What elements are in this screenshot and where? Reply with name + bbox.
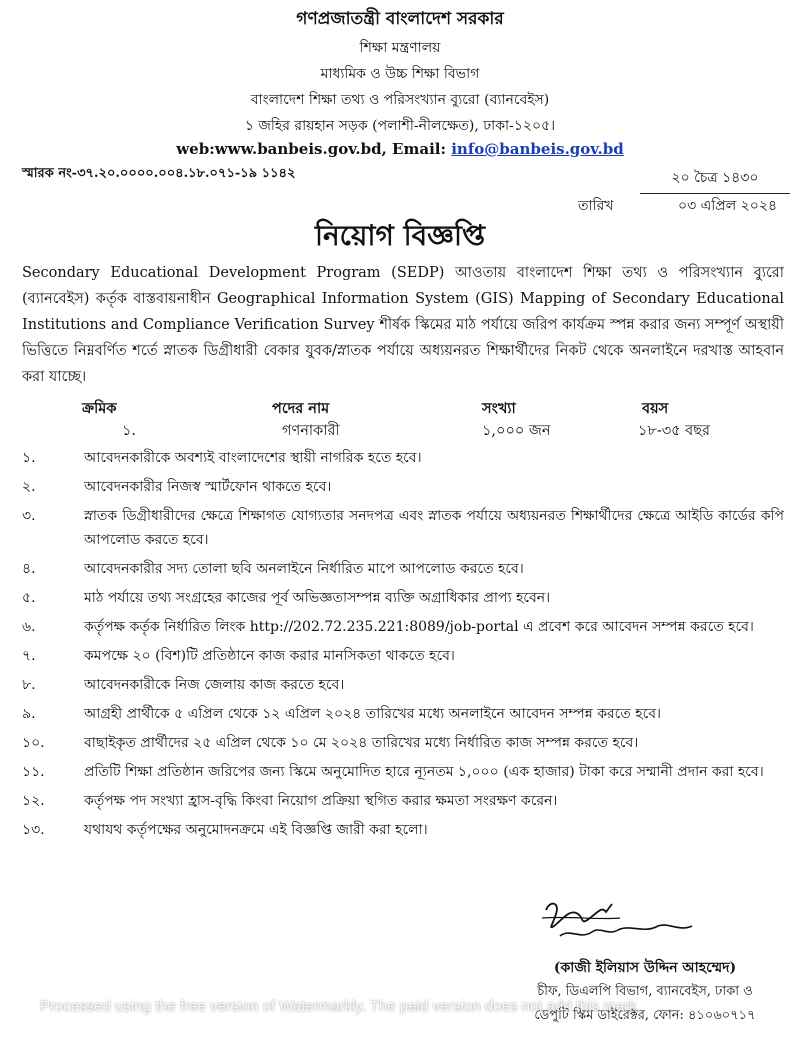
item-text: আবেদনকারীর নিজস্ব স্মার্টফোন থাকতে হবে। xyxy=(84,479,332,495)
signatory-name: (কাজী ইলিয়াস উদ্দিন আহম্মেদ) xyxy=(553,960,737,976)
web-email-line xyxy=(0,140,800,158)
posts-table-header xyxy=(22,398,784,420)
cell-count: ১,০০০ জন xyxy=(482,423,551,439)
item-number: ৩. xyxy=(22,508,36,524)
item-text: কর্তৃপক্ষ পদ সংখ্যা হ্রাস-বৃদ্ধি কিংবা নিয়োগ প্রক্রিয়া স্থগিত করার ক্ষমতা সংরক্ষণ করেন। xyxy=(84,793,558,809)
col-serial: ক্রমিক xyxy=(82,400,117,417)
item-number: ২. xyxy=(22,479,36,495)
item-number: ৭. xyxy=(22,648,36,664)
date-box xyxy=(640,166,790,214)
item-number: ৫. xyxy=(22,590,36,606)
address-line: ১ জহির রায়হান সড়ক (পলাশী-নীলক্ষেত), ঢাকা-১২০৫। xyxy=(244,118,556,134)
item-number: ৯. xyxy=(22,706,36,722)
item-number: ৬. xyxy=(22,619,36,635)
item-text: বাছাইকৃত প্রার্থীদের ২৫ এপ্রিল থেকে ১০ মে ২০২৪ তারিখের মধ্যে নির্ধারিত কাজ সম্পন্ন করতে হবে। xyxy=(84,735,639,751)
conditions-list xyxy=(22,446,784,847)
col-post-name: পদের নাম xyxy=(272,400,330,417)
date-bengali: ২০ চৈত্র ১৪৩০ xyxy=(640,166,790,194)
item-number: ১১. xyxy=(22,764,45,780)
date-label: তারিখ xyxy=(578,198,614,214)
table-row xyxy=(22,420,784,442)
item-number: ৪. xyxy=(22,561,36,577)
list-item xyxy=(22,760,784,784)
ministry-heading: শিক্ষা মন্ত্রণালয় xyxy=(359,40,441,56)
web-text: web:www.banbeis.gov.bd, Email: xyxy=(176,140,452,158)
list-item xyxy=(22,504,784,552)
list-item xyxy=(22,446,784,470)
page-title: নিয়োগ বিজ্ঞপ্তি xyxy=(314,219,486,252)
government-heading: গণপ্রজাতন্ত্রী বাংলাদেশ সরকার xyxy=(296,9,504,29)
col-age: বয়স xyxy=(642,400,669,417)
cell-age: ১৮-৩৫ বছর xyxy=(638,423,710,439)
col-count: সংখ্যা xyxy=(482,400,516,417)
item-number: ১০. xyxy=(22,735,45,751)
item-number: ১২. xyxy=(22,793,45,809)
item-text: আগ্রহী প্রার্থীকে ৫ এপ্রিল থেকে ১২ এপ্রিল ২০২৪ তারিখের মধ্যে অনলাইনে আবেদন সম্পন্ন করতে হবে। xyxy=(84,706,662,722)
list-item xyxy=(22,789,784,813)
list-item xyxy=(22,557,784,581)
posts-table xyxy=(22,398,784,442)
item-text: আবেদনকারীকে নিজ জেলায় কাজ করতে হবে। xyxy=(84,677,345,693)
signatory-contact: ডেপুটি স্কিম ডাইরেক্টর, ফোন: ৪১০৬০৭১৭ xyxy=(534,1008,756,1023)
item-text: কমপক্ষে ২০ (বিশ)টি প্রতিষ্ঠানে কাজ করার মানসিকতা থাকতে হবে। xyxy=(84,648,455,664)
list-item xyxy=(22,615,784,639)
date-english: ০৩ এপ্রিল ২০২৪ xyxy=(678,198,778,214)
item-text: যথাযথ কর্তৃপক্ষের অনুমোদনক্রমে এই বিজ্ঞপ্তি জারী করা হলো। xyxy=(84,822,428,838)
email-link[interactable]: info@banbeis.gov.bd xyxy=(451,140,624,158)
item-text: কর্তৃপক্ষ কর্তৃক নির্ধারিত লিংক http://202.72.235.221:8089/job-portal এ প্রবেশ করে আবেদন সম্পন্ন করতে হবে। xyxy=(84,619,754,635)
cell-post-name: গণনাকারী xyxy=(282,423,340,439)
list-item xyxy=(22,702,784,726)
watermark-text: Processed using the free version of Watermarkly. The paid version does not add this mark. xyxy=(40,998,641,1015)
item-text: আবেদনকারীকে অবশ্যই বাংলাদেশের স্থায়ী নাগরিক হতে হবে। xyxy=(84,450,422,466)
division-heading: মাধ্যমিক ও উচ্চ শিক্ষা বিভাগ xyxy=(320,66,480,82)
list-item xyxy=(22,644,784,668)
list-item xyxy=(22,475,784,499)
memo-reference: স্মারক নং-৩৭.২০.০০০০.০০৪.১৮.০৭১-১৯ ১১৪২ xyxy=(22,166,296,181)
item-text: প্রতিটি শিক্ষা প্রতিষ্ঠান জরিপের জন্য স্কিমে অনুমোদিত হারে ন্যূনতম ১,০০০ (এক হাজার) টাকা করে সম্মানী প্রদান করা হবে। xyxy=(84,764,764,780)
list-item xyxy=(22,673,784,697)
signatory-block xyxy=(500,956,790,1028)
signatory-designation: চীফ, ডিএলপি বিভাগ, ব্যানবেইস, ঢাকা ও xyxy=(537,984,753,999)
item-number: ১৩. xyxy=(22,822,45,838)
item-text: মাঠ পর্যায়ে তথ্য সংগ্রহের কাজের পূর্ব অভিজ্ঞতাসম্পন্ন ব্যক্তি অগ্রাধিকার প্রাপ্য হবেন। xyxy=(84,590,551,606)
list-item xyxy=(22,586,784,610)
bureau-heading: বাংলাদেশ শিক্ষা তথ্য ও পরিসংখ্যান ব্যুরো (ব্যানবেইস) xyxy=(250,92,550,108)
cell-serial: ১. xyxy=(122,423,137,439)
list-item xyxy=(22,818,784,842)
intro-paragraph: Secondary Educational Development Program (SEDP) আওতায় বাংলাদেশ শিক্ষা তথ্য ও পরিসংখ্যান ব্যুরো (ব্যানবেইস) কর্তৃক বাস্তবায়নাধীন Geographical Information System (GIS) Mapping of Secondary Educational Institutions and Compliance Verification Survey শীর্ষক স্কিমের মাঠ পর্যায়ে জরিপ কার্যক্রম স্পন্ন করার জন্য সম্পূর্ণ অস্থায়ী ভিত্তিতে নিম্নবর্ণিত শর্তে স্নাতক ডিগ্রীধারী বেকার যুবক/স্নাতক পর্যায়ে অধ্যয়নরত শিক্ষার্থীদের নিকট থেকে অনলাইনে দরখাস্ত আহবান করা যাচ্ছে। xyxy=(22,265,784,385)
item-text: স্নাতক ডিগ্রীধারীদের ক্ষেত্রে শিক্ষাগত যোগ্যতার সনদপত্র এবং স্নাতক পর্যায়ে অধ্যয়নরত শিক্ষার্থীদের ক্ষেত্রে আইডি কার্ডের কপি আপলোড করতে হবে। xyxy=(84,508,784,548)
item-number: ১. xyxy=(22,450,36,466)
handwritten-signature xyxy=(540,896,710,946)
item-text: আবেদনকারীর সদ্য তোলা ছবি অনলাইনে নির্ধারিত মাপে আপলোড করতে হবে। xyxy=(84,561,524,577)
item-number: ৮. xyxy=(22,677,36,693)
signature-drawing xyxy=(540,896,710,946)
list-item xyxy=(22,731,784,755)
